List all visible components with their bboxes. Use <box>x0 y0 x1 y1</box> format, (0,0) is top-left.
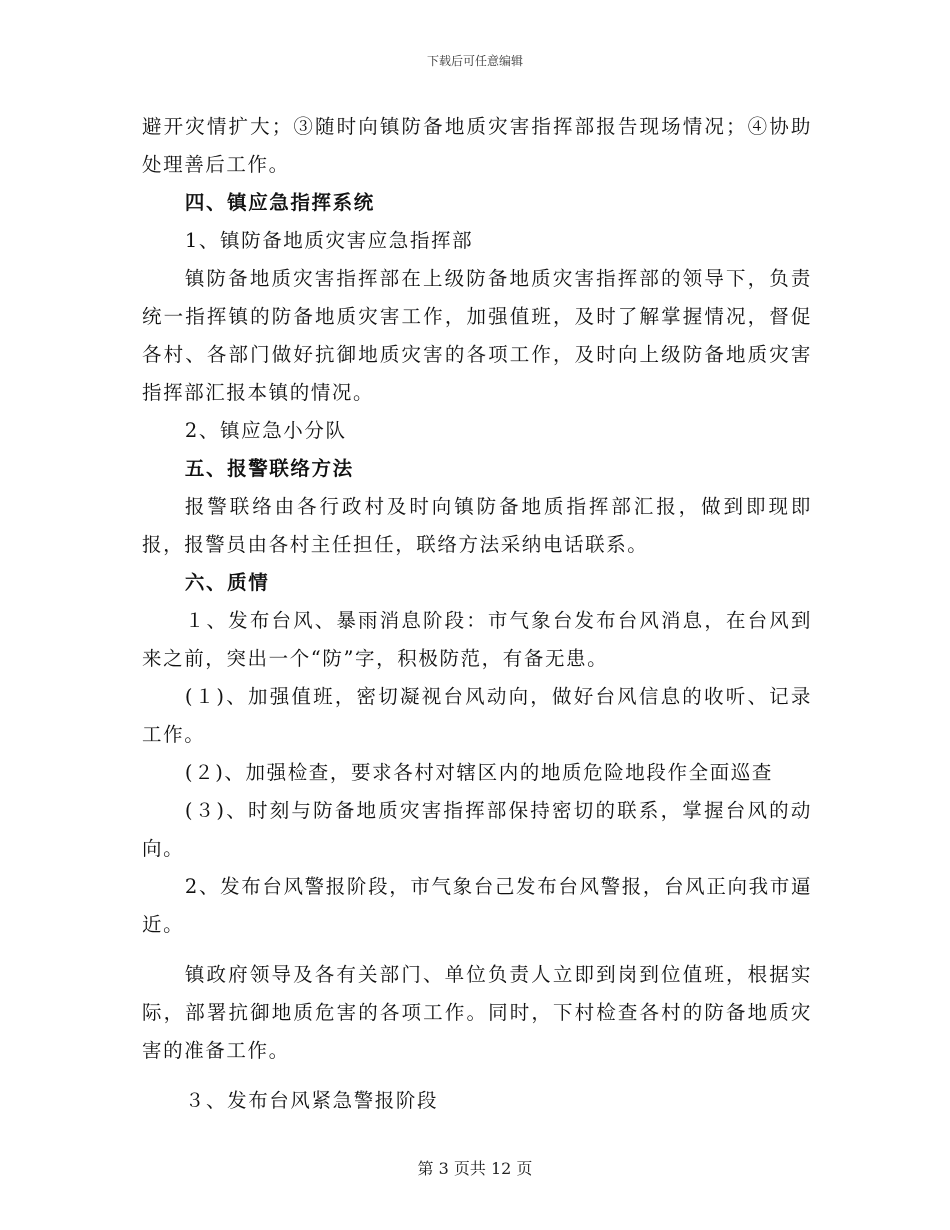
subheading-command-center: 1、镇防备地质灾害应急指挥部 <box>184 229 474 252</box>
section-heading-alarm-contact: 五、报警联络方法 <box>184 457 354 480</box>
list-item-1: (１)、加强值班，密切凝视台风动向，做好台风信息的收听、记录工作。 <box>142 685 812 746</box>
paragraph-continuation: 避开灾情扩大；③随时向镇防备地质灾害指挥部报告现场情况；④协助处理善后工作。 <box>142 115 812 176</box>
section-heading-command-system: 四、镇应急指挥系统 <box>184 191 375 214</box>
subheading-emergency-team: 2、镇应急小分队 <box>184 419 347 442</box>
page-number: 第 3 页共 12 页 <box>417 1159 533 1178</box>
paragraph-stage-three: ３、发布台风紧急警报阶段 <box>184 1089 439 1112</box>
section-heading-situation: 六、质情 <box>184 571 270 594</box>
list-item-3: (３)、时刻与防备地质灾害指挥部保持密切的联系，掌握台风的动向。 <box>142 799 812 860</box>
paragraph-stage-two-actions: 镇政府领导及各有关部门、单位负责人立即到岗到位值班，根据实际，部署抗御地质危害的各项工作。同时，下村检查各村的防备地质灾害的准备工作。 <box>142 963 812 1062</box>
page-header-note: 下载后可任意编辑 <box>426 54 523 68</box>
list-item-2: (２)、加强检查，要求各村对辖区内的地质危险地段作全面巡查 <box>184 761 774 784</box>
paragraph-stage-one: １、发布台风、暴雨消息阶段：市气象台发布台风消息，在台风到来之前，突出一个“防”字，积极防范，有备无患。 <box>142 609 812 670</box>
paragraph-stage-two: 2、发布台风警报阶段，市气象台己发布台风警报，台风正向我市逼近。 <box>142 875 812 936</box>
paragraph-alarm-contact: 报警联络由各行政村及时向镇防备地质指挥部汇报，做到即现即报，报警员由各村主任担任，联络方法采纳电话联系。 <box>142 495 812 556</box>
paragraph-command-center-duties: 镇防备地质灾害指挥部在上级防备地质灾害指挥部的领导下，负责统一指挥镇的防备地质灾害工作，加强值班，及时了解掌握情况，督促各村、各部门做好抗御地质灾害的各项工作，及时向上级防备地质灾害指挥部汇报本镇的情况。 <box>142 267 812 404</box>
document-body <box>142 108 812 1120</box>
